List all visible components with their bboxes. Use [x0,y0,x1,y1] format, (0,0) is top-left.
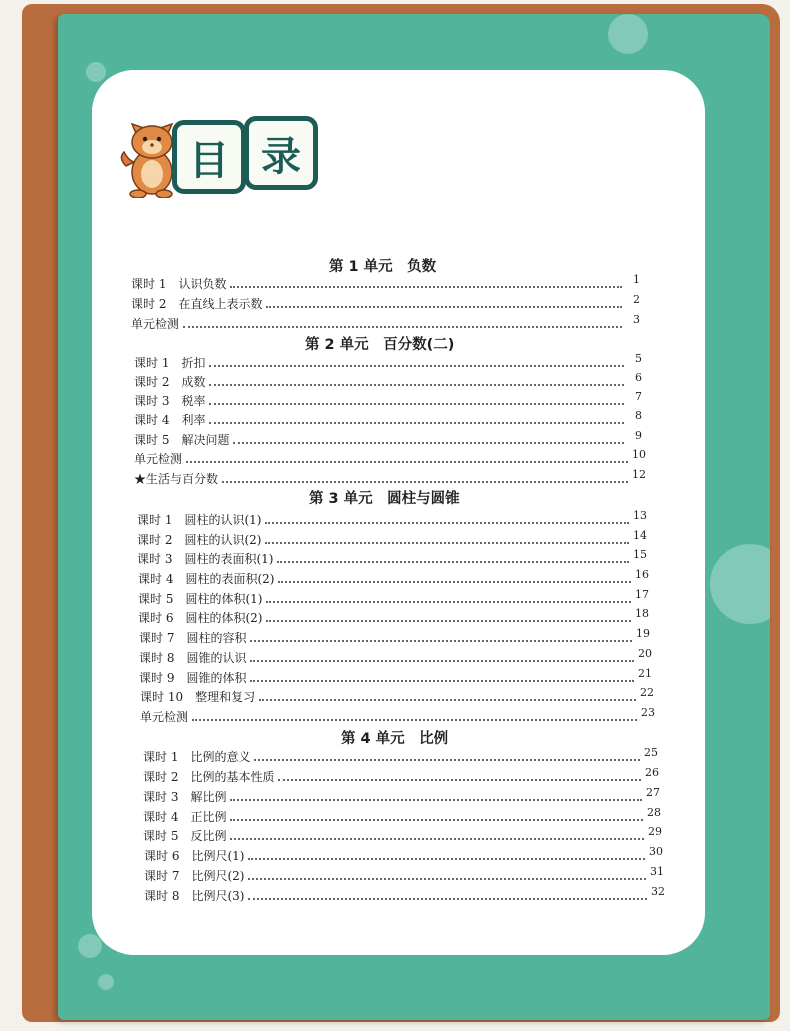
entry-label: 课时 8 比例尺(3) [144,889,245,903]
dot-leader [250,679,634,682]
toc-entry[interactable] [143,787,660,805]
toc-entry[interactable] [139,668,652,686]
dot-leader [248,897,647,900]
dot-leader [248,857,645,860]
dot-leader [278,778,641,781]
entry-page: 26 [645,766,659,779]
entry-label: 课时 8 圆锥的认识 [139,651,247,665]
toc-entry[interactable] [131,274,640,292]
dot-leader [266,619,631,622]
dot-leader [254,758,640,761]
entry-label: 课时 2 在直线上表示数 [131,297,263,311]
entry-label: 课时 2 成数 [134,375,206,389]
entry-page: 18 [635,607,649,620]
dot-leader [186,460,628,463]
toc-entry[interactable] [143,747,658,765]
entry-page: 8 [635,409,642,422]
entry-page: 28 [647,806,661,819]
entry-page: 14 [633,529,647,542]
entry-label: 课时 4 圆柱的表面积(2) [138,572,275,586]
entry-page: 15 [633,548,647,561]
toc-entry[interactable] [139,628,650,646]
unit-title: 第 1 单元 负数 [329,259,437,275]
dot-leader [278,580,631,583]
entry-page: 21 [638,667,652,680]
toc-entry[interactable] [139,648,652,666]
entry-page: 29 [648,825,662,838]
toc-entry[interactable] [143,767,659,785]
dot-leader [192,718,637,721]
entry-page: 31 [650,865,664,878]
toc-entry[interactable] [137,510,647,528]
toc-entry[interactable] [137,549,647,567]
entry-page: 25 [644,746,658,759]
toc-entry[interactable] [134,372,642,390]
toc-entry[interactable] [144,846,663,864]
entry-page: 32 [651,885,665,898]
entry-label: ★生活与百分数 [134,472,219,486]
toc-entry[interactable] [138,608,649,626]
entry-page: 27 [646,786,660,799]
toc-entry[interactable] [134,353,642,371]
title-tile-2: 录 [244,116,318,190]
toc-entry[interactable] [137,530,647,548]
entry-label: 课时 1 折扣 [134,356,206,370]
entry-label: 课时 3 税率 [134,394,206,408]
toc-entry[interactable] [134,410,642,428]
entry-label: 课时 9 圆锥的体积 [139,671,247,685]
dot-leader [265,521,629,524]
entry-label: 课时 6 圆柱的体积(2) [138,611,263,625]
toc-entry[interactable] [143,826,662,844]
entry-label: 课时 7 圆柱的容积 [139,631,247,645]
toc-entry[interactable] [134,430,642,448]
entry-label: 课时 3 圆柱的表面积(1) [137,552,274,566]
toc-entry[interactable] [131,294,640,312]
entry-label: 课时 5 圆柱的体积(1) [138,592,263,606]
dot-leader [266,600,631,603]
entry-page: 22 [640,686,654,699]
entry-label: 课时 6 比例尺(1) [144,849,245,863]
entry-label: 课时 2 比例的基本性质 [143,770,275,784]
entry-page: 5 [635,352,642,365]
entry-page: 10 [632,448,646,461]
entry-label: 课时 1 比例的意义 [143,750,251,764]
dot-leader [250,659,634,662]
toc-entry[interactable] [138,589,649,607]
title-tile-1: 目 [172,120,246,194]
dot-leader [230,837,644,840]
dot-leader [250,639,632,642]
dot-leader [277,560,629,563]
dot-leader [209,364,624,367]
entry-label: 课时 3 解比例 [143,790,227,804]
toc-entry[interactable] [131,314,640,332]
entry-label: 课时 10 整理和复习 [140,690,256,704]
entry-label: 课时 5 解决问题 [134,433,230,447]
entry-page: 3 [633,313,640,326]
unit-title: 第 4 单元 比例 [341,731,449,747]
entry-label: 课时 1 圆柱的认识(1) [137,513,262,527]
entry-page: 20 [638,647,652,660]
dot-leader [209,402,624,405]
unit-title: 第 2 单元 百分数(二) [305,337,455,353]
entry-page: 19 [636,627,650,640]
entry-label: 单元检测 [134,452,183,466]
entry-label: 课时 4 利率 [134,413,206,427]
dot-leader [248,877,646,880]
dot-leader [209,421,624,424]
entry-label: 单元检测 [131,317,180,331]
dot-leader [230,798,642,801]
dot-leader [222,480,628,483]
toc-entry[interactable] [143,807,661,825]
dot-leader [259,698,636,701]
entry-page: 13 [633,509,647,522]
dot-leader [266,305,622,308]
toc-entry[interactable] [144,886,665,904]
entry-label: 课时 7 比例尺(2) [144,869,245,883]
entry-page: 9 [635,429,642,442]
dot-leader [233,441,624,444]
dot-leader [265,541,629,544]
toc-entry[interactable] [134,449,646,467]
dot-leader [183,325,622,328]
entry-page: 16 [635,568,649,581]
toc-entry[interactable] [140,687,654,705]
entry-page: 6 [635,371,642,384]
toc-entry[interactable] [144,866,664,884]
entry-label: 单元检测 [140,710,189,724]
toc-entry[interactable] [134,391,642,409]
entry-label: 课时 1 认识负数 [131,277,227,291]
entry-label: 课时 4 正比例 [143,810,227,824]
entry-page: 17 [635,588,649,601]
dot-leader [230,285,622,288]
toc-entry[interactable] [134,469,646,487]
entry-page: 12 [632,468,646,481]
entry-label: 课时 2 圆柱的认识(2) [137,533,262,547]
entry-page: 30 [649,845,663,858]
dot-leader [209,383,624,386]
entry-page: 1 [633,273,640,286]
entry-page: 23 [641,706,655,719]
dot-leader [230,818,643,821]
toc-entry[interactable] [140,707,655,725]
entry-page: 2 [633,293,640,306]
entry-label: 课时 5 反比例 [143,829,227,843]
unit-title: 第 3 单元 圆柱与圆锥 [309,491,460,507]
entry-page: 7 [635,390,642,403]
toc-entry[interactable] [138,569,649,587]
